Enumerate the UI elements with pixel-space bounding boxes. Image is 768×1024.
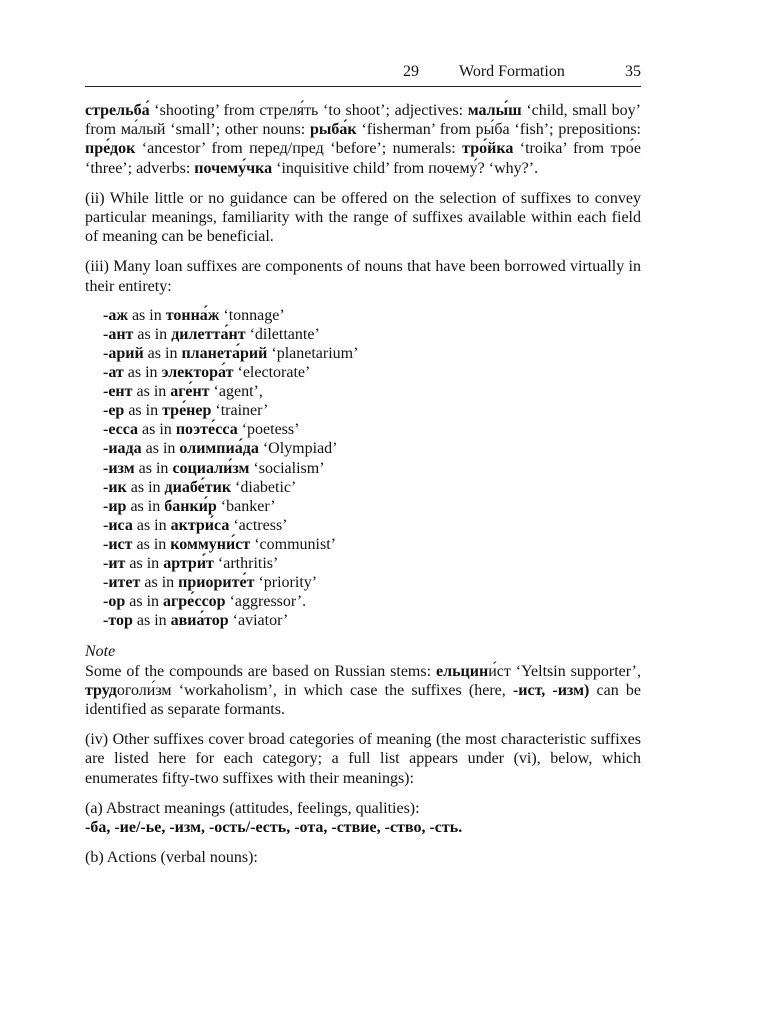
- gloss: ‘aviator’: [228, 612, 289, 630]
- paragraph-iv: (iv) Other suffixes cover broad categories of meaning (the most characteristic suffixes are listed here for each category; a full list appears under (vi), below, which enumerates fifty-two suffixes with their meanings):: [85, 731, 641, 787]
- suffix: -тор: [103, 612, 133, 630]
- suffix: -ик: [103, 478, 127, 496]
- suffix: -иада: [103, 440, 142, 458]
- example-word: олимпиа́да: [179, 440, 259, 458]
- example-text: ‘child, small boy’ from ма́лый ‘small’; other nouns:: [85, 102, 642, 139]
- suffix: -ист: [103, 535, 133, 553]
- list-item: [103, 554, 641, 573]
- example-word: аге́нт: [170, 383, 210, 401]
- gloss: ‘socialism’: [249, 459, 325, 477]
- as-in-text: as in: [125, 593, 164, 611]
- example-word: стрельба́: [85, 102, 150, 119]
- example-word: тонна́ж: [165, 306, 220, 324]
- list-item: [103, 478, 641, 497]
- as-in-text: as in: [132, 516, 171, 534]
- example-word: дилетта́нт: [171, 325, 246, 343]
- as-in-text: as in: [143, 345, 182, 363]
- suffix: -арий: [103, 345, 144, 363]
- gloss: ‘planetarium’: [267, 345, 359, 363]
- paragraph-examples: [85, 101, 641, 178]
- as-in-text: as in: [138, 421, 176, 439]
- gloss: ‘agent’,: [209, 383, 263, 401]
- example-text: ‘fisherman’ from ры́ба ‘fish’; prepositions:: [356, 121, 642, 139]
- suffix: -изм: [103, 459, 135, 477]
- suffix: -ент: [103, 383, 133, 401]
- page-number: 35: [625, 63, 641, 80]
- suffix: -есса: [103, 421, 139, 439]
- category-a-label: (a) Abstract meanings (attitudes, feelings, qualities):: [85, 799, 420, 817]
- note-suffixes: -ист, -изм): [512, 681, 590, 699]
- suffix: -иса: [103, 516, 133, 534]
- gloss: ‘aggressor’.: [225, 593, 307, 611]
- category-b-label: (b) Actions (verbal nouns):: [85, 849, 258, 867]
- example-text: ‘shooting’ from стреля́ть ‘to shoot’; adjectives:: [149, 102, 468, 119]
- example-word: электора́т: [161, 364, 234, 382]
- example-word: пре́док: [85, 140, 136, 158]
- list-item: [103, 611, 641, 630]
- category-a-suffixes: -ба, -ие/-ье, -изм, -ость/-есть, -ота, -ствие, -ство, -сть.: [85, 819, 463, 837]
- suffix: -ер: [103, 402, 125, 420]
- example-word: тре́нер: [162, 402, 212, 420]
- list-item: [103, 344, 641, 363]
- suffix: -ор: [103, 593, 126, 611]
- suffix: -ит: [103, 555, 126, 573]
- gloss: ‘poetess’: [237, 421, 300, 439]
- note-stem: ельцин: [435, 662, 489, 680]
- list-item: [103, 573, 641, 592]
- note-heading: Note: [85, 643, 116, 661]
- list-item: [103, 516, 641, 535]
- note-text-part: can be identified as separate formants.: [85, 681, 642, 719]
- as-in-text: as in: [126, 478, 165, 496]
- as-in-text: as in: [132, 383, 171, 401]
- gloss: ‘tonnage’: [219, 306, 285, 324]
- example-word: планета́рий: [181, 345, 268, 363]
- example-text: ‘troika’ from тро́е ‘three’; adverbs:: [85, 140, 641, 177]
- running-header: [85, 62, 641, 87]
- list-item: [103, 592, 641, 611]
- example-text: ‘inquisitive child’ from почему́? ‘why?’.: [272, 159, 539, 177]
- gloss: ‘priority’: [254, 574, 318, 592]
- gloss: ‘communist’: [250, 535, 336, 553]
- note-text: [85, 662, 641, 720]
- example-word: артри́т: [163, 555, 214, 573]
- example-word: диабе́тик: [164, 478, 232, 496]
- gloss: ‘banker’: [216, 497, 276, 515]
- example-word: авиа́тор: [170, 612, 229, 630]
- as-in-text: as in: [125, 555, 164, 573]
- as-in-text: as in: [140, 574, 179, 592]
- example-word: почему́чка: [194, 159, 273, 177]
- suffix: -ир: [103, 497, 127, 515]
- list-item: [103, 459, 641, 478]
- section-number: 29: [403, 63, 419, 80]
- example-word: коммуни́ст: [170, 535, 251, 553]
- as-in-text: as in: [133, 325, 172, 343]
- as-in-text: as in: [132, 535, 171, 553]
- list-item: [103, 497, 641, 516]
- example-word: поэте́сса: [175, 421, 238, 439]
- example-text: ‘ancestor’ from перед/пред ‘before’; numerals:: [135, 140, 463, 158]
- example-word: малы́ш: [467, 102, 522, 119]
- note-text-part: оголи́зм ‘workaholism’, in which case the suffixes (here,: [116, 681, 513, 699]
- as-in-text: as in: [141, 440, 180, 458]
- list-item: [103, 382, 641, 401]
- as-in-text: as in: [127, 306, 166, 324]
- paragraph-iii: (iii) Many loan suffixes are components of nouns that have been borrowed virtually in their entirety:: [85, 258, 641, 295]
- list-item: [103, 439, 641, 458]
- example-word: приорите́т: [178, 574, 255, 592]
- example-word: социали́зм: [172, 459, 250, 477]
- as-in-text: as in: [126, 497, 165, 515]
- gloss: ‘dilettante’: [245, 325, 320, 343]
- suffix: -итет: [103, 574, 141, 592]
- list-item: [103, 401, 641, 420]
- list-item: [103, 420, 641, 439]
- list-item: [103, 363, 641, 382]
- page-body: [85, 101, 641, 867]
- example-word: актри́са: [170, 516, 230, 534]
- example-word: агре́ссор: [163, 593, 226, 611]
- as-in-text: as in: [134, 459, 173, 477]
- list-item: [103, 535, 641, 554]
- example-word: тро́йка: [462, 140, 514, 158]
- example-word: рыба́к: [310, 121, 357, 139]
- suffix: -аж: [103, 306, 128, 324]
- note-text-part: и́ст ‘Yeltsin supporter’,: [488, 662, 641, 680]
- gloss: ‘arthritis’: [213, 555, 279, 573]
- as-in-text: as in: [124, 402, 163, 420]
- list-item: [103, 306, 641, 325]
- suffix: -ант: [103, 325, 134, 343]
- note-text-part: Some of the compounds are based on Russian stems:: [85, 662, 436, 680]
- gloss: ‘electorate’: [233, 364, 311, 382]
- as-in-text: as in: [123, 364, 162, 382]
- as-in-text: as in: [132, 612, 171, 630]
- gloss: ‘trainer’: [211, 402, 269, 420]
- loan-suffix-list: [103, 306, 641, 631]
- list-item: [103, 325, 641, 344]
- example-word: банки́р: [164, 497, 217, 515]
- gloss: ‘actress’: [229, 516, 288, 534]
- note-stem: труд: [85, 681, 117, 699]
- gloss: ‘Olympiad’: [258, 440, 338, 458]
- gloss: ‘diabetic’: [231, 478, 297, 496]
- section-title: Word Formation: [459, 63, 565, 80]
- paragraph-ii: (ii) While little or no guidance can be offered on the selection of suffixes to convey particular meanings, familiarity with the range of suffixes available within each field of meaning can be beneficial.: [85, 189, 641, 246]
- suffix: -ат: [103, 364, 124, 382]
